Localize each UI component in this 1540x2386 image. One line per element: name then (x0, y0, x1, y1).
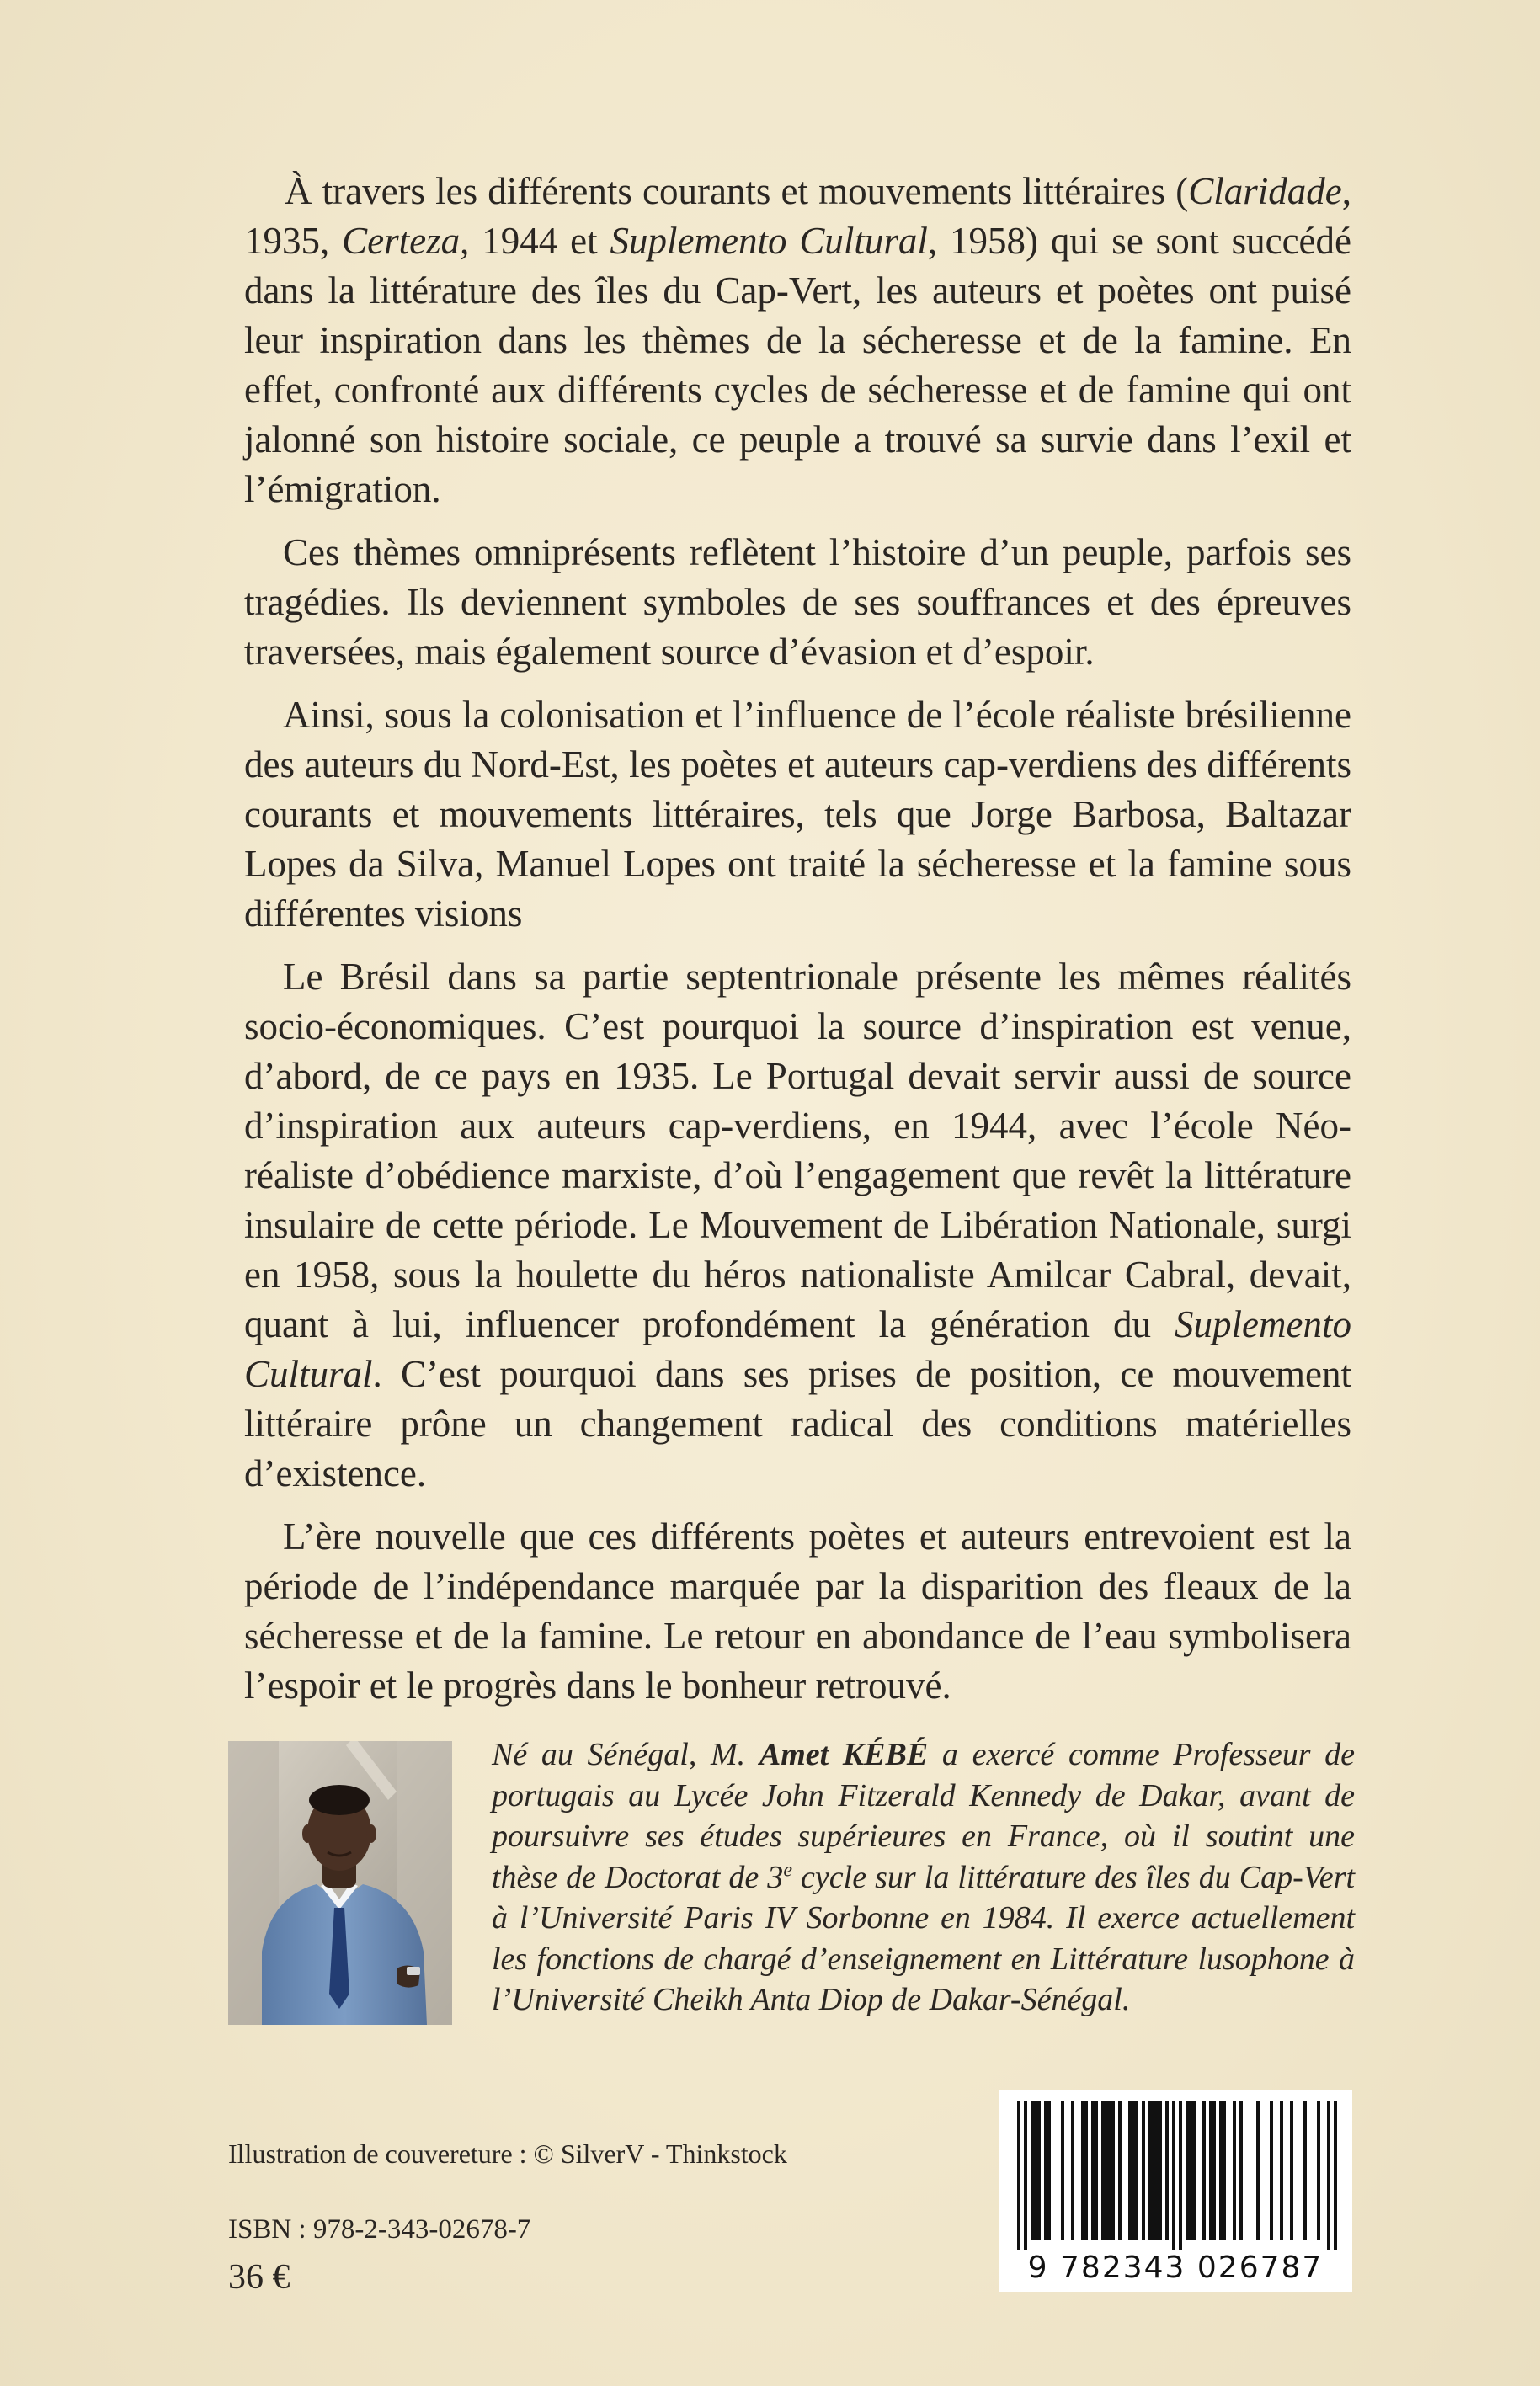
barcode-bar (1061, 2101, 1064, 2240)
barcode-bar (1017, 2101, 1020, 2250)
barcode-bar (1037, 2101, 1041, 2240)
barcode-bar (1202, 2101, 1206, 2240)
barcode-bar (1101, 2101, 1105, 2240)
barcode-bar (1212, 2101, 1216, 2240)
p1-title-claridade: Claridade (1188, 170, 1342, 212)
barcode-bar (1047, 2101, 1051, 2240)
barcode-bar (1084, 2101, 1088, 2240)
p1-title-suplemento: Suplemento Cultural (610, 220, 928, 262)
barcode-bar (1189, 2101, 1192, 2240)
barcode-bar (1034, 2101, 1037, 2240)
barcode-bar (1219, 2101, 1223, 2240)
barcode-bar (1334, 2101, 1337, 2250)
barcode-bar (1095, 2101, 1098, 2240)
paragraph-2: Ces thèmes omniprésents reflètent l’histoire d’un peuple, parfois ses tragédies. Ils deviennent symboles de ses souffrances et des épreuves traversées, mais également source d’évasion et d’espoir. (244, 531, 1351, 673)
barcode (999, 2090, 1352, 2292)
author-portrait-photo (228, 1741, 452, 2025)
barcode-bar (1031, 2101, 1034, 2240)
p4-text-a: Le Brésil dans sa partie septentrionale présente les mêmes réalités socio-économiques. C’est pourquoi la source d’inspiration est venue, d’abord, de ce pays en 1935. Le Portugal devait servir aussi de source d’inspiration aux auteurs cap-verdiens, en 1944, avec l’école Néo-réaliste d’obédience marxiste, d’où l’engagement que revêt la littérature insulaire de cette période. Le Mouvement de Libération Nationale, surgi en 1958, sous la houlette du héros nationaliste Amilcar Cabral, devait, quant à lui, influencer profondément la génération du (244, 956, 1351, 1345)
barcode-bar (1152, 2101, 1155, 2240)
p4-text-b: . C’est pourquoi dans ses prises de position, ce mouvement littéraire prône un changement radical des conditions matérielles d’existence. (244, 1353, 1351, 1494)
barcode-bar (1148, 2101, 1152, 2240)
back-cover-text (244, 167, 1351, 1724)
barcode-bar (1024, 2101, 1027, 2250)
p4-title-suplemento: Suplemento Cultural (244, 1303, 1351, 1395)
p1-text-b: , 1935, (244, 170, 1351, 262)
p1-text-d: , 1958) qui se sont succédé dans la littérature des îles du Cap-Vert, les auteurs et poètes ont puisé leur inspiration dans les thèmes de la sécheresse et de la famine. En effet, confronté aux différents cycles de sécheresse et de famine qui ont jalonné son histoire sociale, ce peuple a trouvé sa survie dans l’exil et l’émigration. (244, 220, 1351, 510)
barcode-bar (1135, 2101, 1138, 2240)
barcode-bar (1270, 2101, 1273, 2240)
barcode-bar (1142, 2101, 1145, 2240)
paragraph-3: Ainsi, sous la colonisation et l’influence de l’école réaliste brésilienne des auteurs du Nord-Est, les poètes et auteurs cap-verdiens des différents courants et mouvements littéraires, tels que Jorge Barbosa, Baltazar Lopes da Silva, Manuel Lopes ont traité la sécheresse et la famine sous différentes visions (244, 694, 1351, 935)
barcode-bar (1044, 2101, 1047, 2240)
bio-text-a: Né au Sénégal, M. (492, 1737, 759, 1772)
price-text: 36 € (228, 2258, 290, 2297)
barcode-bar (1327, 2101, 1330, 2250)
barcode-bar (1159, 2101, 1162, 2240)
barcode-bar (1165, 2101, 1169, 2240)
barcode-bar (1091, 2101, 1095, 2240)
illustration-credit: Illustration de couvereture : © SilverV - Thinkstock (228, 2138, 787, 2169)
barcode-bar (1128, 2101, 1132, 2240)
barcode-bar (1118, 2101, 1122, 2240)
paragraph-1 (244, 167, 1351, 514)
isbn-text: ISBN : 978-2-343-02678-7 (228, 2214, 531, 2245)
p1-title-certeza: Certeza (342, 220, 461, 262)
barcode-bar (1179, 2101, 1182, 2250)
barcode-bar (1108, 2101, 1111, 2240)
barcode-bar (1256, 2101, 1260, 2240)
barcode-bar (1155, 2101, 1159, 2240)
barcode-bar (1186, 2101, 1189, 2240)
barcode-bar (1280, 2101, 1283, 2240)
barcode-bar (1105, 2101, 1108, 2240)
barcode-digits: 9 782343 026787 (1027, 2250, 1324, 2285)
barcode-bar (1081, 2101, 1084, 2240)
p1-text-c: , 1944 et (460, 220, 610, 262)
barcode-bar (1071, 2101, 1074, 2240)
barcode-bar (1172, 2101, 1175, 2250)
bio-text-c: cycle sur la littérature des îles du Cap-Vert à l’Université Paris IV Sorbonne en 1984. Il exerce actuellement les fonctions de chargé d’enseignement en Littérature lusophone à l’Université Cheikh Anta Diop de Dakar-Sénégal. (492, 1859, 1355, 2017)
p1-text-a: À travers les différents courants et mouvements littéraires ( (285, 170, 1189, 212)
barcode-bar (1111, 2101, 1115, 2240)
barcode-bar (1192, 2101, 1196, 2240)
barcode-bar (1317, 2101, 1320, 2240)
barcode-bar (1233, 2101, 1236, 2240)
barcode-bar (1239, 2101, 1243, 2240)
barcode-bar (1290, 2101, 1293, 2240)
bio-text-b: a exercé comme Professeur de portugais au Lycée John Fitzerald Kennedy de Dakar, avant de poursuivre ses études supérieures en France, où il soutint une thèse de Doctorat de 3 (492, 1737, 1356, 1895)
barcode-bar (1209, 2101, 1212, 2240)
author-bio (492, 1734, 1355, 2021)
barcode-bar (1223, 2101, 1226, 2240)
paragraph-5: L’ère nouvelle que ces différents poètes et auteurs entrevoient est la période de l’indépendance marquée par la disparition des fleaux de la sécheresse et de la famine. Le retour en abondance de l’eau symbolisera l’espoir et le progrès dans le bonheur retrouvé. (244, 1515, 1351, 1707)
ean13-barcode-icon (999, 2090, 1352, 2250)
bio-superscript: e (783, 1858, 792, 1881)
author-portrait-icon (228, 1741, 452, 2025)
paragraph-4 (244, 952, 1351, 1499)
barcode-bar (1303, 2101, 1307, 2240)
barcode-bar (1132, 2101, 1135, 2240)
author-name: Amet KÉBÉ (759, 1737, 929, 1772)
